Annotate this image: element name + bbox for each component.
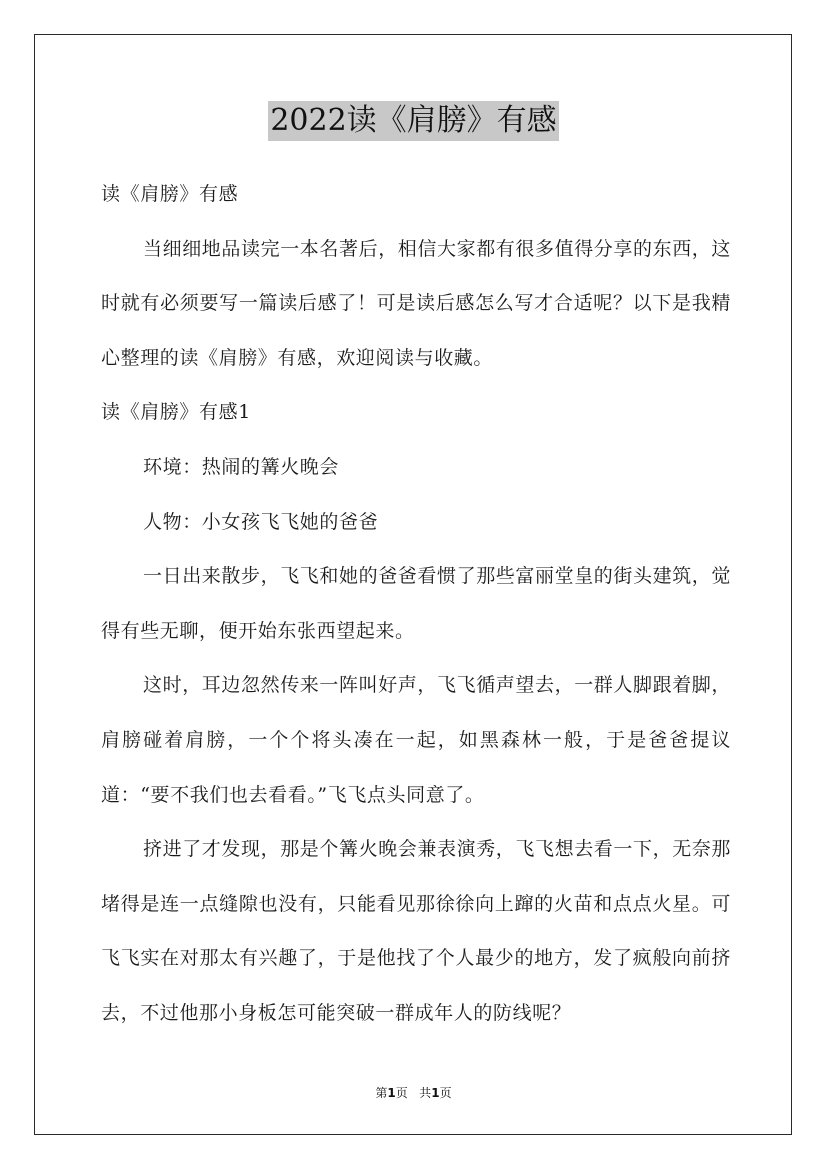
page-prefix: 第 [375, 1086, 388, 1100]
paragraph: 一日出来散步，飞飞和她的爸爸看惯了那些富丽堂皇的街头建筑，觉得有些无聊，便开始东张西望起来。 [101, 565, 732, 642]
document-body [101, 167, 731, 1041]
total-prefix: 共 [419, 1086, 432, 1100]
title-container [0, 101, 827, 141]
document-title: 2022读《肩膀》有感 [268, 101, 558, 141]
page-number: 1 [387, 1086, 396, 1100]
paragraph: 读《肩膀》有感 [101, 183, 239, 205]
page-suffix: 页 [395, 1086, 408, 1100]
paragraph: 挤进了才发现，那是个篝火晚会兼表演秀，飞飞想去看一下，无奈那堵得是连一点缝隙也没有，只能看见那徐徐向上蹿的火苗和点点火星。可飞飞实在对那太有兴趣了，于是他找了个人最少的地方，发了疯般向前挤去，不过他那小身板怎可能突破一群成年人的防线呢？ [101, 838, 732, 1024]
paragraph: 人物：小女孩飞飞她的爸爸 [143, 510, 379, 533]
paragraph: 当细细地品读完一本名著后，相信大家都有很多值得分享的东西，这时就有必须要写一篇读后感了！可是读后感怎么写才合适呢？以下是我精心整理的读《肩膀》有感，欢迎阅读与收藏。 [101, 237, 732, 369]
paragraph: 环境：热闹的篝火晚会 [143, 455, 340, 478]
page-footer [0, 1084, 827, 1101]
total-suffix: 页 [439, 1086, 452, 1100]
total-pages: 1 [431, 1086, 440, 1100]
paragraph: 读《肩膀》有感1 [101, 401, 251, 424]
paragraph: 这时，耳边忽然传来一阵叫好声，飞飞循声望去，一群人脚跟着脚，肩膀碰着肩膀，一个个将头凑在一起，如黑森林一般，于是爸爸提议道：“要不我们也去看看。”飞飞点头同意了。 [101, 674, 732, 806]
